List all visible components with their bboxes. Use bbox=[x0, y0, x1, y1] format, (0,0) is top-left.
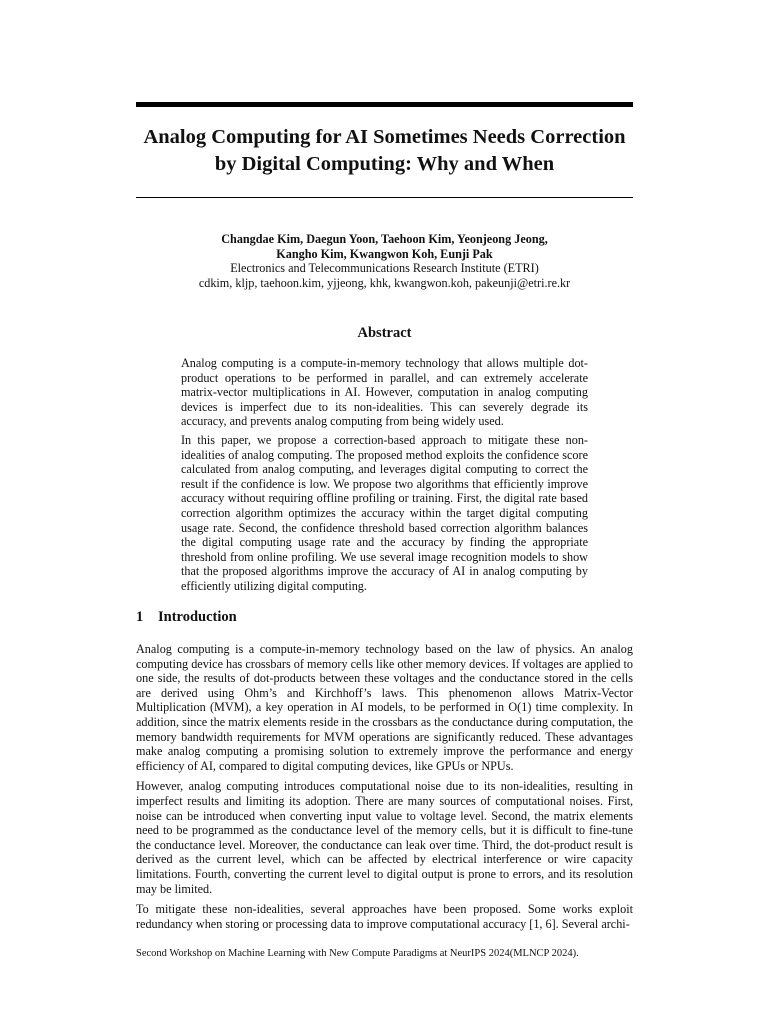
intro-paragraph-3: To mitigate these non-idealities, several approaches have been proposed. Some works exploit redundancy when storing or processing data to improve computational accuracy [1, 6]. Several archi- bbox=[136, 902, 633, 931]
author-names-line-2: Kangho Kim, Kwangwon Koh, Eunji Pak bbox=[276, 246, 493, 261]
abstract-body bbox=[181, 356, 588, 598]
page-footer: Second Workshop on Machine Learning with New Compute Paradigms at NeurIPS 2024(MLNCP 2024). bbox=[136, 948, 579, 959]
intro-paragraph-2: However, analog computing introduces computational noise due to its non-idealities, resulting in imperfect results and limiting its adoption. There are many sources of computational noises. First, noise can be introduced when converting input value to voltage level. Second, the matrix elements need to be programmed as the conductance level of the memory cells, but it is difficult to fine-tune the conductance level. Moreover, the conductance can leak over time. Third, the dot-product result is derived as the current level, which can be affected by electrical interference or wire capacity limitations. Fourth, converting the current level to digital output is prone to errors, and its resolution may be limited. bbox=[136, 779, 633, 896]
author-names-line-1: Changdae Kim, Daegun Yoon, Taehoon Kim, Yeonjeong Jeong, bbox=[221, 232, 548, 246]
author-emails: cdkim, kljp, taehoon.kim, yjjeong, khk, kwangwon.koh, pakeunji@etri.re.kr bbox=[198, 275, 571, 290]
section-number: 1 bbox=[136, 609, 144, 625]
introduction-body bbox=[136, 642, 633, 937]
section-title: Introduction bbox=[158, 609, 237, 625]
author-block bbox=[136, 232, 633, 290]
intro-paragraph-1: Analog computing is a compute-in-memory technology based on the law of physics. An analog computing device has crossbars of memory cells like other memory devices. If voltages are applied to one side, the results of dot-products between these voltages and the conductance stored in the cells are derived using Ohm’s and Kirchhoff’s laws. This phenomenon allows Matrix-Vector Multiplication (MVM), a key operation in AI models, to be performed in O(1) time complexity. In addition, since the matrix elements reside in the crossbars as the conductance during computation, the memory bandwidth requirements for MVM operations are significantly reduced. These advantages make analog computing a promising solution to extremely improve the performance and energy efficiency of AI, compared to digital computing devices, like GPUs or NPUs. bbox=[136, 642, 633, 773]
abstract-paragraph-2: In this paper, we propose a correction-based approach to mitigate these non-idealities of analog computing. The proposed method exploits the confidence score calculated from analog computing, and leverages digital computing to correct the result if the confidence is low. We propose two algorithms that efficiently improve accuracy without requiring offline profiling or training. First, the digital rate based correction algorithm optimizes the accuracy within the target digital computing usage rate. Second, the confidence threshold based correction algorithm balances the digital computing usage rate and the accuracy by finding the appropriate threshold from online profiling. We use several image recognition models to show that the proposed algorithms improve the accuracy of AI in analog computing by efficiently utilizing digital computing. bbox=[181, 432, 588, 593]
affiliation: Electronics and Telecommunications Research Institute (ETRI) bbox=[230, 261, 539, 276]
title-top-rule bbox=[136, 102, 633, 107]
abstract-paragraph-1: Analog computing is a compute-in-memory technology that allows multiple dot-product operations to be performed in parallel, and can extremely accelerate matrix-vector multiplications in AI. However, computation in analog computing devices is imperfect due to its non-idealities. This can severely degrade its accuracy, and prevents analog computing from being widely used. bbox=[181, 356, 588, 429]
section-heading-introduction bbox=[136, 609, 237, 626]
abstract-heading: Abstract bbox=[357, 325, 412, 341]
title-bottom-rule bbox=[136, 197, 633, 198]
paper-title: Analog Computing for AI Sometimes Needs Correction by Digital Computing: Why and When bbox=[143, 126, 626, 175]
